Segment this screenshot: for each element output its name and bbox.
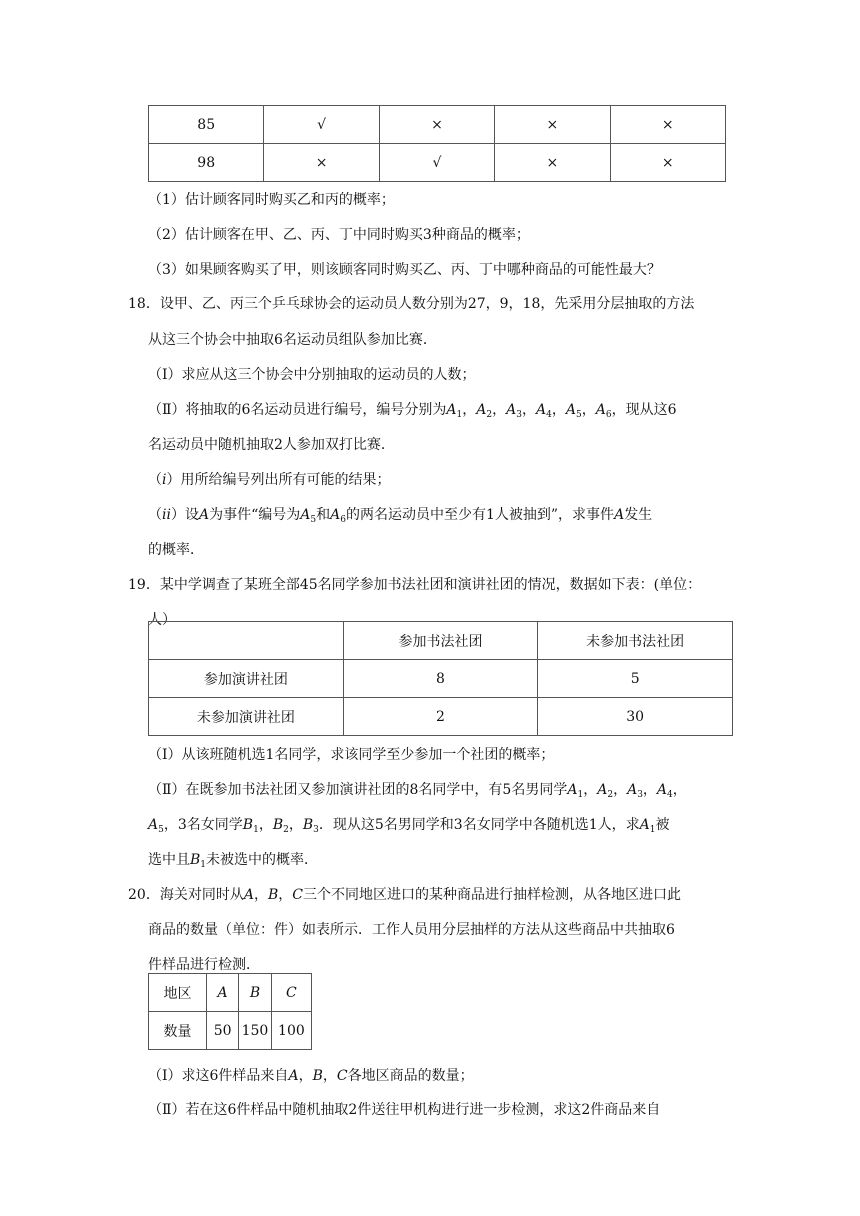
- table-row: 85 √ × × ×: [149, 106, 726, 144]
- table-row: 未参加演讲社团 2 30: [149, 698, 733, 736]
- q19-stem-line1: 19．某中学调查了某班全部45名同学参加书法社团和演讲社团的情况，数据如下表：(单位：: [128, 577, 702, 593]
- q19-part-2-line3: 选中且$B_1$未被选中的概率．: [148, 852, 319, 870]
- q20-part-2: （Ⅱ）若在这6件样品中随机抽取2件送往甲机构进行进一步检测，求这2件商品来自: [148, 1102, 661, 1118]
- q18-part-1: （Ⅰ）求应从这三个协会中分别抽取的运动员的人数；: [148, 367, 476, 383]
- q20-stem-line2: 商品的数量（单位：件）如表所示．工作人员用分层抽样的方法从这些商品中共抽取6: [148, 922, 675, 938]
- q20-stem-line1: 20．海关对同时从A，B，C三个不同地区进口的某种商品进行抽样检测，从各地区进口此: [128, 887, 681, 903]
- table-row: 数量 50 150 100: [149, 1012, 312, 1050]
- q18-sub-i: （i）用所给编号列出所有可能的结果；: [148, 472, 391, 488]
- purchase-table: [148, 105, 726, 182]
- q18-sub-ii: （ii）设A为事件“编号为$A_5$和$A_6$的两名运动员中至少有1人被抽到”，求事件A发生: [148, 507, 653, 525]
- q18-part-2-line2: 名运动员中随机抽取2人参加双打比赛．: [148, 437, 395, 453]
- q18-stem-line1: 18．设甲、乙、丙三个乒乓球协会的运动员人数分别为27，9，18，先采用分层抽取的方法: [128, 296, 695, 312]
- q18-stem-line2: 从这三个协会中抽取6名运动员组队参加比赛．: [148, 332, 437, 348]
- table-row: 98 × √ × ×: [149, 144, 726, 182]
- q18-sub-ii-line2: 的概率．: [148, 542, 204, 558]
- table-header-row: 参加书法社团 未参加书法社团: [149, 622, 733, 660]
- q19-part-2: （Ⅱ）在既参加书法社团又参加演讲社团的8名同学中，有5名男同学$A_1$，$A_2$，$A_3$，$A_4$，: [148, 782, 687, 800]
- club-table: [148, 621, 733, 736]
- question-number: 18．: [128, 296, 160, 312]
- q17-part-1: （1）估计顾客同时购买乙和丙的概率；: [148, 192, 395, 208]
- q17-part-2: （2）估计顾客在甲、乙、丙、丁中同时购买3种商品的概率；: [148, 227, 530, 243]
- q20-stem-line3: 件样品进行检测．: [148, 957, 260, 973]
- q19-part-2-line2: $A_5$，3名女同学$B_1$，$B_2$，$B_3$．现从这5名男同学和3名女同学中各随机选1人，求$A_1$被: [148, 817, 670, 835]
- question-number: 19．: [128, 577, 160, 593]
- region-table: [148, 973, 312, 1050]
- q17-part-3: （3）如果顾客购买了甲，则该顾客同时购买乙、丙、丁中哪种商品的可能性最大？: [148, 262, 661, 278]
- q19-stem-line2: 人）: [148, 612, 176, 628]
- q18-part-2: （Ⅱ）将抽取的6名运动员进行编号，编号分别为$A_1$，$A_2$，$A_3$，$A_4$，$A_5$，$A_6$，现从这6: [148, 402, 677, 420]
- table-row: 参加演讲社团 8 5: [149, 660, 733, 698]
- q19-part-1: （Ⅰ）从该班随机选1名同学，求该同学至少参加一个社团的概率；: [148, 747, 555, 763]
- question-number: 20．: [128, 887, 160, 903]
- q20-part-1: （Ⅰ）求这6件样品来自A，B，C各地区商品的数量；: [148, 1068, 474, 1084]
- table-header-row: 地区 A B C: [149, 974, 312, 1012]
